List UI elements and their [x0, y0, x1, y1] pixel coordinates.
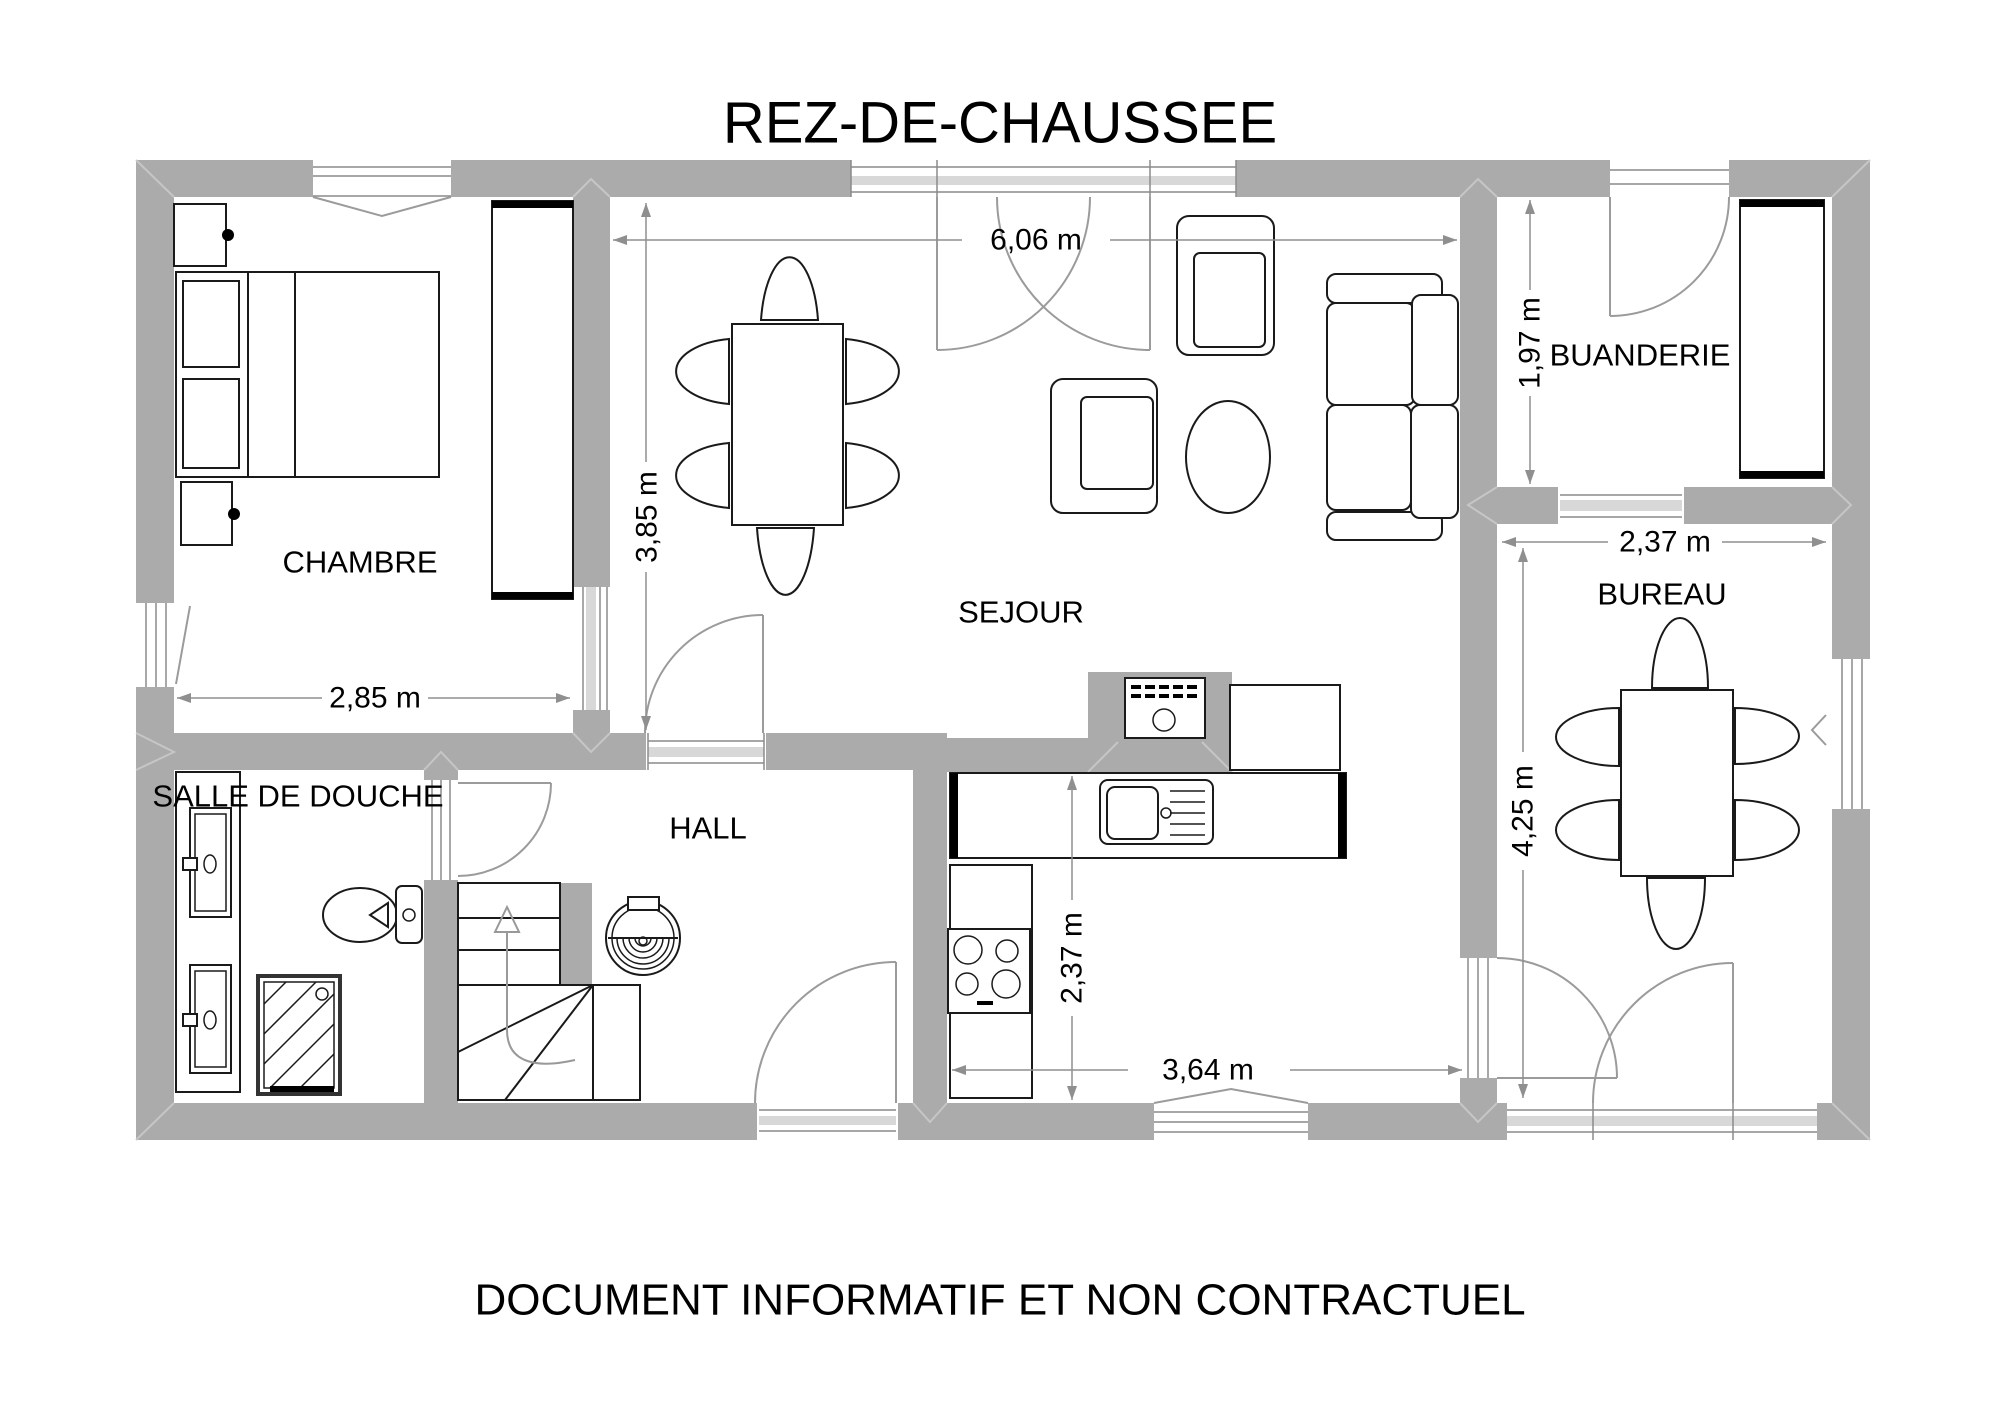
nightstand-icon	[181, 482, 232, 545]
disclaimer-text: DOCUMENT INFORMATIF ET NON CONTRACTUEL	[474, 1275, 1526, 1325]
room-label-hall: HALL	[669, 810, 747, 846]
room-label-bureau: BUREAU	[1597, 576, 1727, 612]
room-label-salle-de-douche: SALLE DE DOUCHE	[152, 778, 444, 814]
double-bed-icon	[176, 272, 439, 477]
sofa-icon	[1327, 274, 1458, 540]
nightstand-icon	[174, 204, 226, 266]
wardrobe-icon	[492, 201, 573, 599]
room-label-sejour: SEJOUR	[958, 594, 1084, 630]
room-label-buanderie: BUANDERIE	[1549, 337, 1731, 373]
office-table-icon	[1621, 690, 1733, 876]
cooktop-icon	[948, 865, 1032, 1098]
fridge-icon	[1230, 685, 1340, 770]
nightstand-knob-icon	[222, 229, 234, 241]
armchair-icon	[1051, 379, 1157, 513]
buanderie-bureau-passage	[1558, 487, 1684, 524]
dim-label: 6,06 m	[990, 223, 1082, 257]
toilet-icon	[323, 886, 422, 943]
dim-label: 3,85 m	[630, 471, 664, 563]
armchair-icon	[1177, 216, 1274, 355]
nightstand-knob-icon	[228, 508, 240, 520]
vanity-counter-icon	[176, 772, 240, 1092]
dining-table-icon	[732, 324, 843, 525]
round-side-table-icon	[1186, 401, 1270, 513]
laundry-cabinet-icon	[1740, 200, 1824, 478]
kitchen-counter-sink-icon	[950, 773, 1346, 858]
chambre-sliding-door	[573, 587, 610, 710]
boiler-icon	[1125, 678, 1205, 738]
dim-label: 2,37 m	[1619, 525, 1711, 559]
dim-label: 4,25 m	[1506, 765, 1540, 857]
dim-label: 3,64 m	[1162, 1053, 1254, 1087]
dim-label: 2,85 m	[329, 681, 421, 715]
page-title: REZ-DE-CHAUSSEE	[722, 90, 1278, 156]
dim-label: 1,97 m	[1513, 297, 1547, 389]
dim-label: 2,37 m	[1055, 912, 1089, 1004]
room-label-chambre: CHAMBRE	[282, 544, 438, 580]
laundry-furniture	[1740, 200, 1824, 478]
shower-icon	[258, 976, 340, 1094]
